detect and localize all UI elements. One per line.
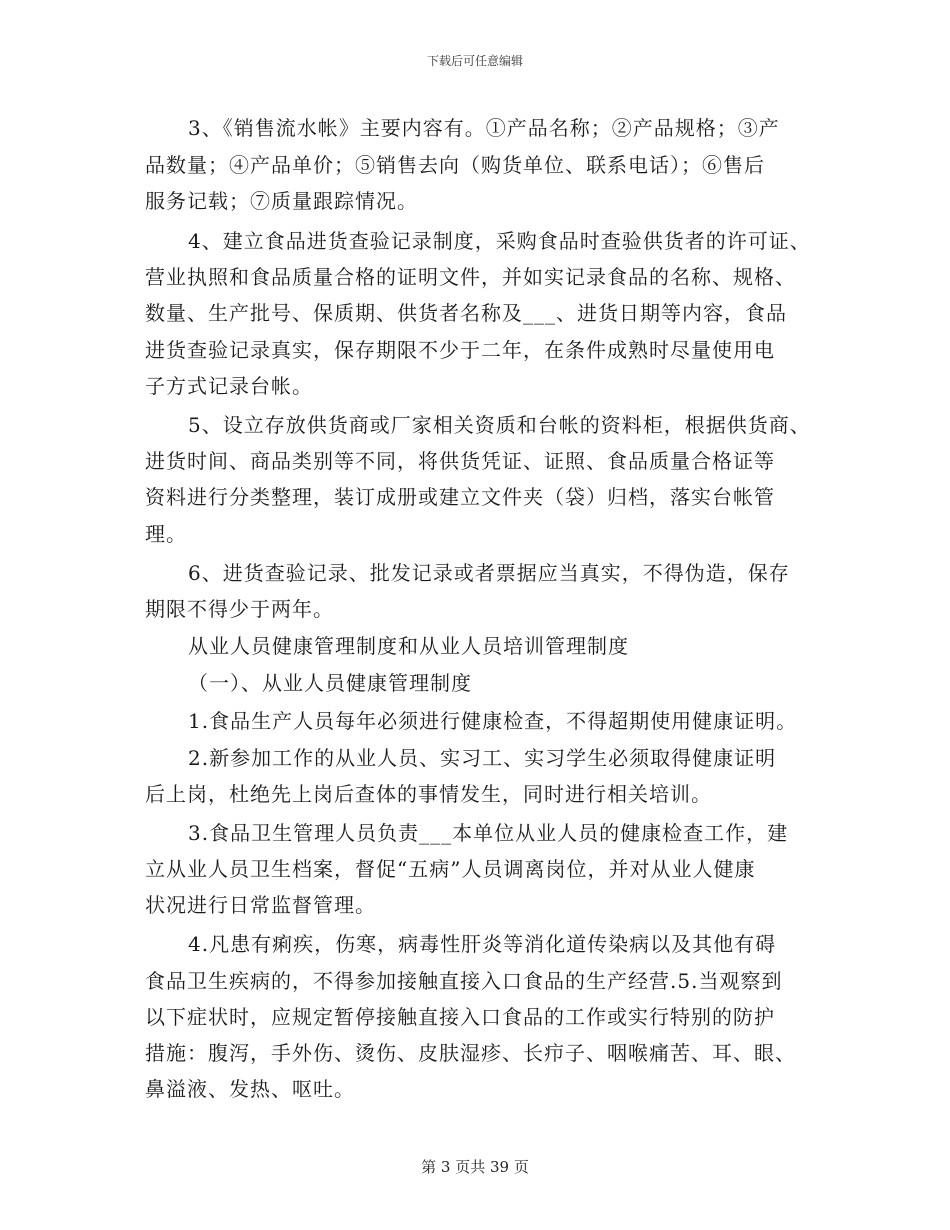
text-line: 1.食品生产人员每年必须进行健康检查，不得超期使用健康证明。: [188, 709, 798, 733]
text-line: 措施：腹泻，手外伤、烫伤、皮肤湿疹、长疖子、咽喉痛苦、耳、眼、: [145, 1041, 796, 1065]
text-line: 品数量；④产品单价；⑤销售去向（购货单位、联系电话）；⑥售后: [145, 153, 765, 177]
text-line: 2.新参加工作的从业人员、实习工、实习学生必须取得健康证明: [188, 746, 777, 770]
page-header: 下载后可任意编辑: [426, 54, 523, 68]
text-line: 进货查验记录真实，保存期限不少于二年，在条件成熟时尽量使用电: [145, 338, 775, 362]
text-line: 鼻溢液、发热、呕吐。: [145, 1077, 355, 1101]
text-line: 资料进行分类整理，装订成册或建立文件夹（袋）归档，落实台帐管: [145, 485, 775, 509]
text-line: 4.凡患有痢疾，伤寒，病毒性肝炎等消化道传染病以及其他有碍: [188, 932, 777, 956]
text-line: 后上岗，杜绝先上岗后查体的事情发生，同时进行相关培训。: [145, 782, 712, 806]
text-line: 3.食品卫生管理人员负责___本单位从业人员的健康检查工作，建: [188, 821, 789, 845]
text-line: 6、进货查验记录、批发记录或者票据应当真实，不得伪造，保存: [188, 561, 790, 585]
text-line: 期限不得少于两年。: [145, 597, 334, 621]
text-line: 子方式记录台帐。: [145, 374, 313, 398]
text-line: 3、《销售流水帐》主要内容有。①产品名称；②产品规格；③产: [188, 116, 780, 140]
text-line: 以下症状时，应规定暂停接触直接入口食品的工作或实行特别的防护: [145, 1005, 775, 1029]
text-line: 数量、生产批号、保质期、供货者名称及___、进货日期等内容，食品: [145, 301, 787, 325]
text-line: 4、建立食品进货查验记录制度，采购食品时查验供货者的许可证、: [188, 229, 811, 253]
subsection-heading: （一）、从业人员健康管理制度: [188, 671, 472, 695]
text-line: 食品卫生疾病的，不得参加接触直接入口食品的生产经营.5.当观察到: [145, 969, 783, 993]
page-footer: 第 3 页共 39 页: [421, 1158, 529, 1176]
text-line: 立从业人员卫生档案，督促“五病”人员调离岗位，并对从业人健康: [145, 857, 756, 881]
text-line: 5、设立存放供货商或厂家相关资质和台帐的资料柜，根据供货商、: [188, 413, 811, 437]
text-line: 状况进行日常监督管理。: [145, 893, 376, 917]
text-line: 理。: [145, 522, 187, 546]
text-line: 服务记载；⑦质量跟踪情况。: [145, 189, 418, 213]
text-line: 进货时间、商品类别等不同，将供货凭证、证照、食品质量合格证等: [145, 449, 775, 473]
section-heading: 从业人员健康管理制度和从业人员培训管理制度: [188, 634, 629, 658]
text-line: 营业执照和食品质量合格的证明文件，并如实记录食品的名称、规格、: [145, 265, 796, 289]
